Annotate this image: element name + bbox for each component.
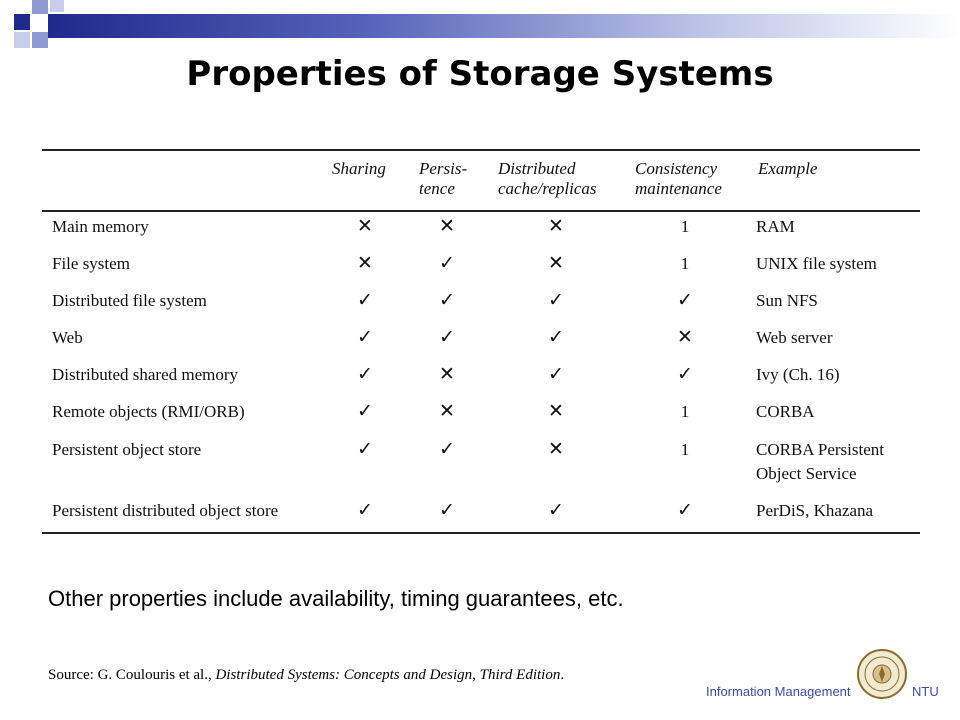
- deco-square-2: [32, 0, 48, 14]
- header-persistence: [419, 159, 467, 199]
- header-consistency: [635, 159, 722, 199]
- cell-distributed: ✓: [548, 500, 564, 521]
- cell-persistence: ✓: [439, 327, 455, 348]
- deco-square-3: [32, 32, 48, 48]
- header-distributed-line2: cache/replicas: [498, 179, 597, 198]
- header-distributed: [498, 159, 597, 199]
- cell-persistence: ✓: [439, 500, 455, 521]
- cell-consistency: 1: [680, 254, 690, 273]
- header-distributed-line1: Distributed: [498, 159, 576, 178]
- deco-square-1: [14, 14, 30, 30]
- row-label: Remote objects (RMI/ORB): [52, 402, 245, 421]
- table-header-rule: [42, 210, 920, 212]
- row-label: Main memory: [52, 217, 149, 236]
- cell-sharing: ✕: [357, 253, 373, 274]
- cell-distributed: ✕: [548, 216, 564, 237]
- header-persistence-line2: tence: [419, 179, 455, 198]
- deco-square-5: [50, 0, 64, 12]
- slide-title: Properties of Storage Systems: [186, 54, 774, 94]
- cell-consistency: 1: [680, 402, 690, 421]
- cell-distributed: ✕: [548, 401, 564, 422]
- cell-consistency: ✓: [677, 500, 693, 521]
- cell-example: UNIX file system: [756, 254, 877, 273]
- footer-left-text: Information Management: [706, 684, 851, 699]
- cell-sharing: ✓: [357, 327, 373, 348]
- university-seal-icon: [856, 648, 908, 700]
- cell-distributed: ✕: [548, 439, 564, 460]
- cell-sharing: ✓: [357, 500, 373, 521]
- row-label: Distributed shared memory: [52, 365, 239, 384]
- cell-persistence: ✓: [439, 290, 455, 311]
- cell-example: [756, 438, 884, 486]
- source-book-title: Distributed Systems: Concepts and Design, Third Edition: [215, 667, 561, 683]
- cell-sharing: ✓: [357, 439, 373, 460]
- storage-properties-table: [42, 149, 920, 534]
- cell-consistency: 1: [680, 217, 690, 236]
- cell-example: Web server: [756, 328, 833, 347]
- cell-consistency: ✕: [677, 327, 693, 348]
- source-suffix: .: [560, 667, 565, 683]
- source-citation: [48, 667, 564, 684]
- cell-persistence: ✕: [439, 401, 455, 422]
- cell-persistence: ✕: [439, 364, 455, 385]
- cell-example: Ivy (Ch. 16): [756, 365, 840, 384]
- row-label: Web: [52, 328, 83, 347]
- cell-sharing: ✕: [357, 216, 373, 237]
- row-label: File system: [52, 254, 130, 273]
- header-gradient-bar: [48, 14, 960, 38]
- header-consistency-line1: Consistency: [635, 159, 718, 178]
- cell-distributed: ✕: [548, 253, 564, 274]
- cell-distributed: ✓: [548, 364, 564, 385]
- cell-sharing: ✓: [357, 364, 373, 385]
- table-bottom-rule: [42, 532, 920, 534]
- slide-note: Other properties include availability, timing guarantees, etc.: [48, 586, 624, 611]
- header-consistency-line2: maintenance: [635, 179, 722, 198]
- cell-consistency: ✓: [677, 364, 693, 385]
- cell-sharing: ✓: [357, 290, 373, 311]
- cell-example: RAM: [756, 217, 795, 236]
- row-label: Persistent distributed object store: [52, 501, 279, 520]
- cell-sharing: ✓: [357, 401, 373, 422]
- row-label: Persistent object store: [52, 440, 202, 459]
- cell-example-line1: CORBA Persistent: [756, 440, 884, 459]
- source-prefix: Source: G. Coulouris et al.,: [48, 667, 216, 683]
- cell-persistence: ✕: [439, 216, 455, 237]
- cell-persistence: ✓: [439, 253, 455, 274]
- cell-persistence: ✓: [439, 439, 455, 460]
- cell-distributed: ✓: [548, 327, 564, 348]
- header-sharing: Sharing: [332, 159, 386, 178]
- row-label: Distributed file system: [52, 291, 207, 310]
- cell-example: PerDiS, Khazana: [756, 501, 874, 520]
- cell-example: Sun NFS: [756, 291, 818, 310]
- cell-example: CORBA: [756, 402, 815, 421]
- table-top-rule: [42, 149, 920, 151]
- header-example: Example: [758, 159, 818, 178]
- cell-consistency: 1: [680, 440, 690, 459]
- deco-square-4: [14, 32, 30, 48]
- header-persistence-line1: Persis-: [419, 159, 468, 178]
- cell-consistency: ✓: [677, 290, 693, 311]
- cell-distributed: ✓: [548, 290, 564, 311]
- cell-example-line2: Object Service: [756, 464, 857, 483]
- footer-right-text: NTU: [912, 684, 939, 699]
